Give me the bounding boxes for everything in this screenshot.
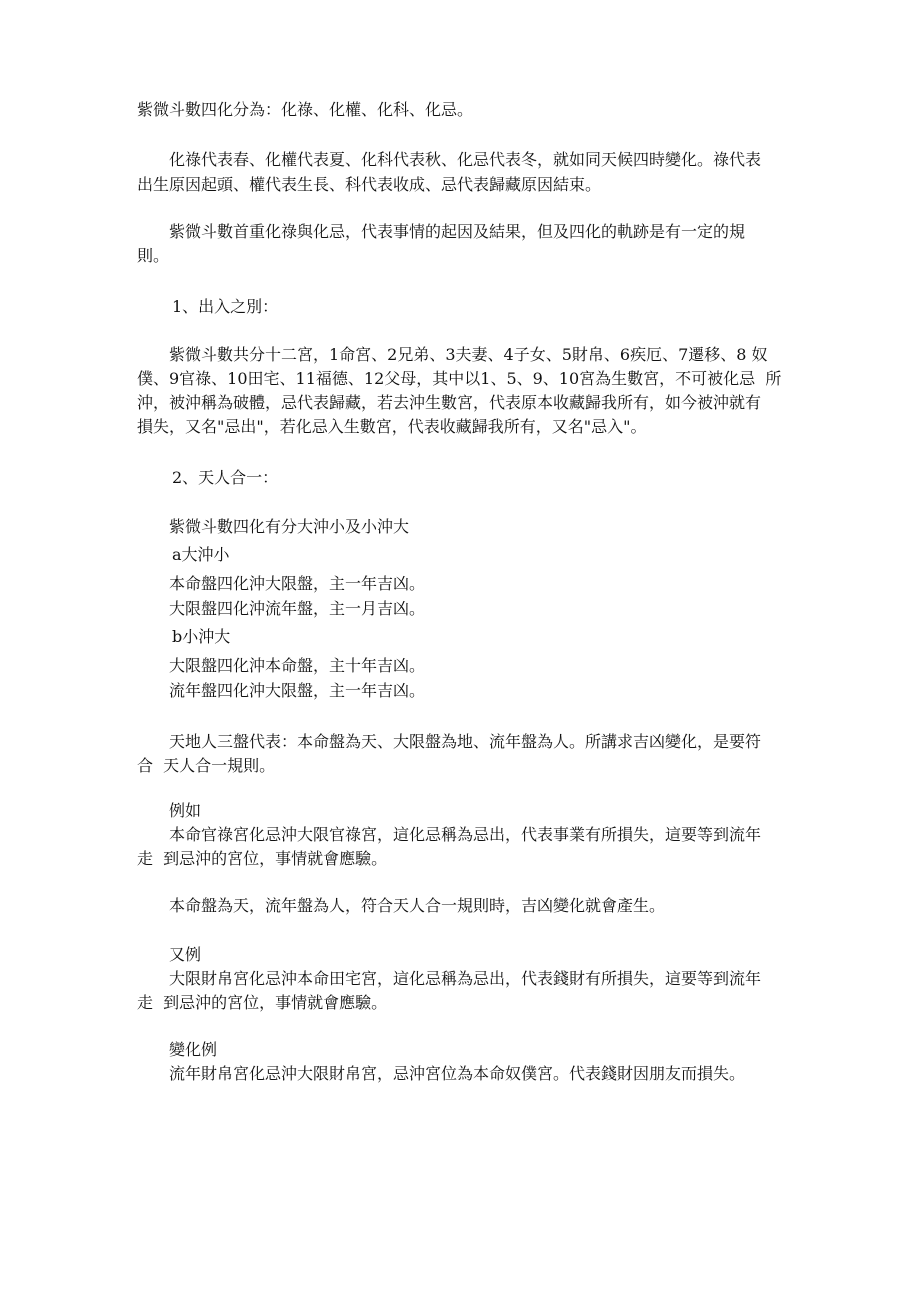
subheading-a: a大沖小 [172,545,230,564]
text-line-seasons-2: 出生原因起頭、權代表生長、科代表收成、忌代表歸藏原因結束。 [137,175,602,194]
text-line-b-1: 大限盤四化沖本命盤，主十年吉凶。 [169,656,426,675]
text-line-three-charts-1: 天地人三盤代表：本命盤為天、大限盤為地、流年盤為人。所講求吉凶變化，是要符 [169,732,762,751]
text-line-categories: 紫微斗數四化有分大沖小及小沖大 [169,517,410,536]
text-line-example-2: 走 到忌沖的宮位，事情就會應驗。 [137,849,388,868]
text-line-another-2: 走 到忌沖的宮位，事情就會應驗。 [137,993,388,1012]
text-line-palaces-1: 紫微斗數共分十二宮，1命宮、2兄弟、3夫妻、4子女、5財帛、6疾厄、7遷移、8 奴 [169,345,768,364]
text-line-a-2: 大限盤四化沖流年盤，主一月吉凶。 [169,599,426,618]
text-line-b-2: 流年盤四化沖大限盤，主一年吉凶。 [169,681,426,700]
section-heading-2: 2、天人合一： [172,468,279,487]
text-line-seasons-1: 化祿代表春、化權代表夏、化科代表秋、化忌代表冬，就如同天候四時變化。祿代表 [169,150,762,169]
text-line-three-charts-2: 合 天人合一規則。 [137,756,276,775]
text-line-palaces-4: 損失，又名"忌出"，若化忌入生數宮，代表收藏歸我所有，又名"忌入"。 [137,417,647,436]
text-line-emphasis-1: 紫微斗數首重化祿與化忌，代表事情的起因及結果，但及四化的軌跡是有一定的規 [169,222,746,241]
text-line-another-1: 大限財帛宮化忌沖本命田宅宮，這化忌稱為忌出，代表錢財有所損失，這要等到流年 [169,969,762,988]
example-heading: 例如 [169,801,202,820]
text-line-intro: 紫微斗數四化分為：化祿、化權、化科、化忌。 [137,100,474,119]
variation-heading: 變化例 [169,1040,218,1059]
text-line-a-1: 本命盤四化沖大限盤，主一年吉凶。 [169,574,426,593]
another-example-heading: 又例 [169,945,202,964]
text-line-rule: 本命盤為天，流年盤為人，符合天人合一規則時，吉凶變化就會產生。 [169,896,666,915]
text-line-example-1: 本命官祿宮化忌沖大限官祿宮，這化忌稱為忌出，代表事業有所損失，這要等到流年 [169,825,762,844]
text-line-palaces-2: 僕、9官祿、10田宅、11福德、12父母，其中以1、5、9、10宮為生數宮，不可被化忌 所 [137,369,782,388]
text-line-palaces-3: 沖，被沖稱為破體，忌代表歸藏，若去沖生數宮，代表原本收藏歸我所有，如今被沖就有 [137,393,762,412]
section-heading-1: 1、出入之別： [172,297,279,316]
subheading-b: b小沖大 [172,627,231,646]
text-line-variation: 流年財帛宮化忌沖大限財帛宮，忌沖宮位為本命奴僕宮。代表錢財因朋友而損失。 [169,1064,746,1083]
text-line-emphasis-2: 則。 [137,246,170,265]
